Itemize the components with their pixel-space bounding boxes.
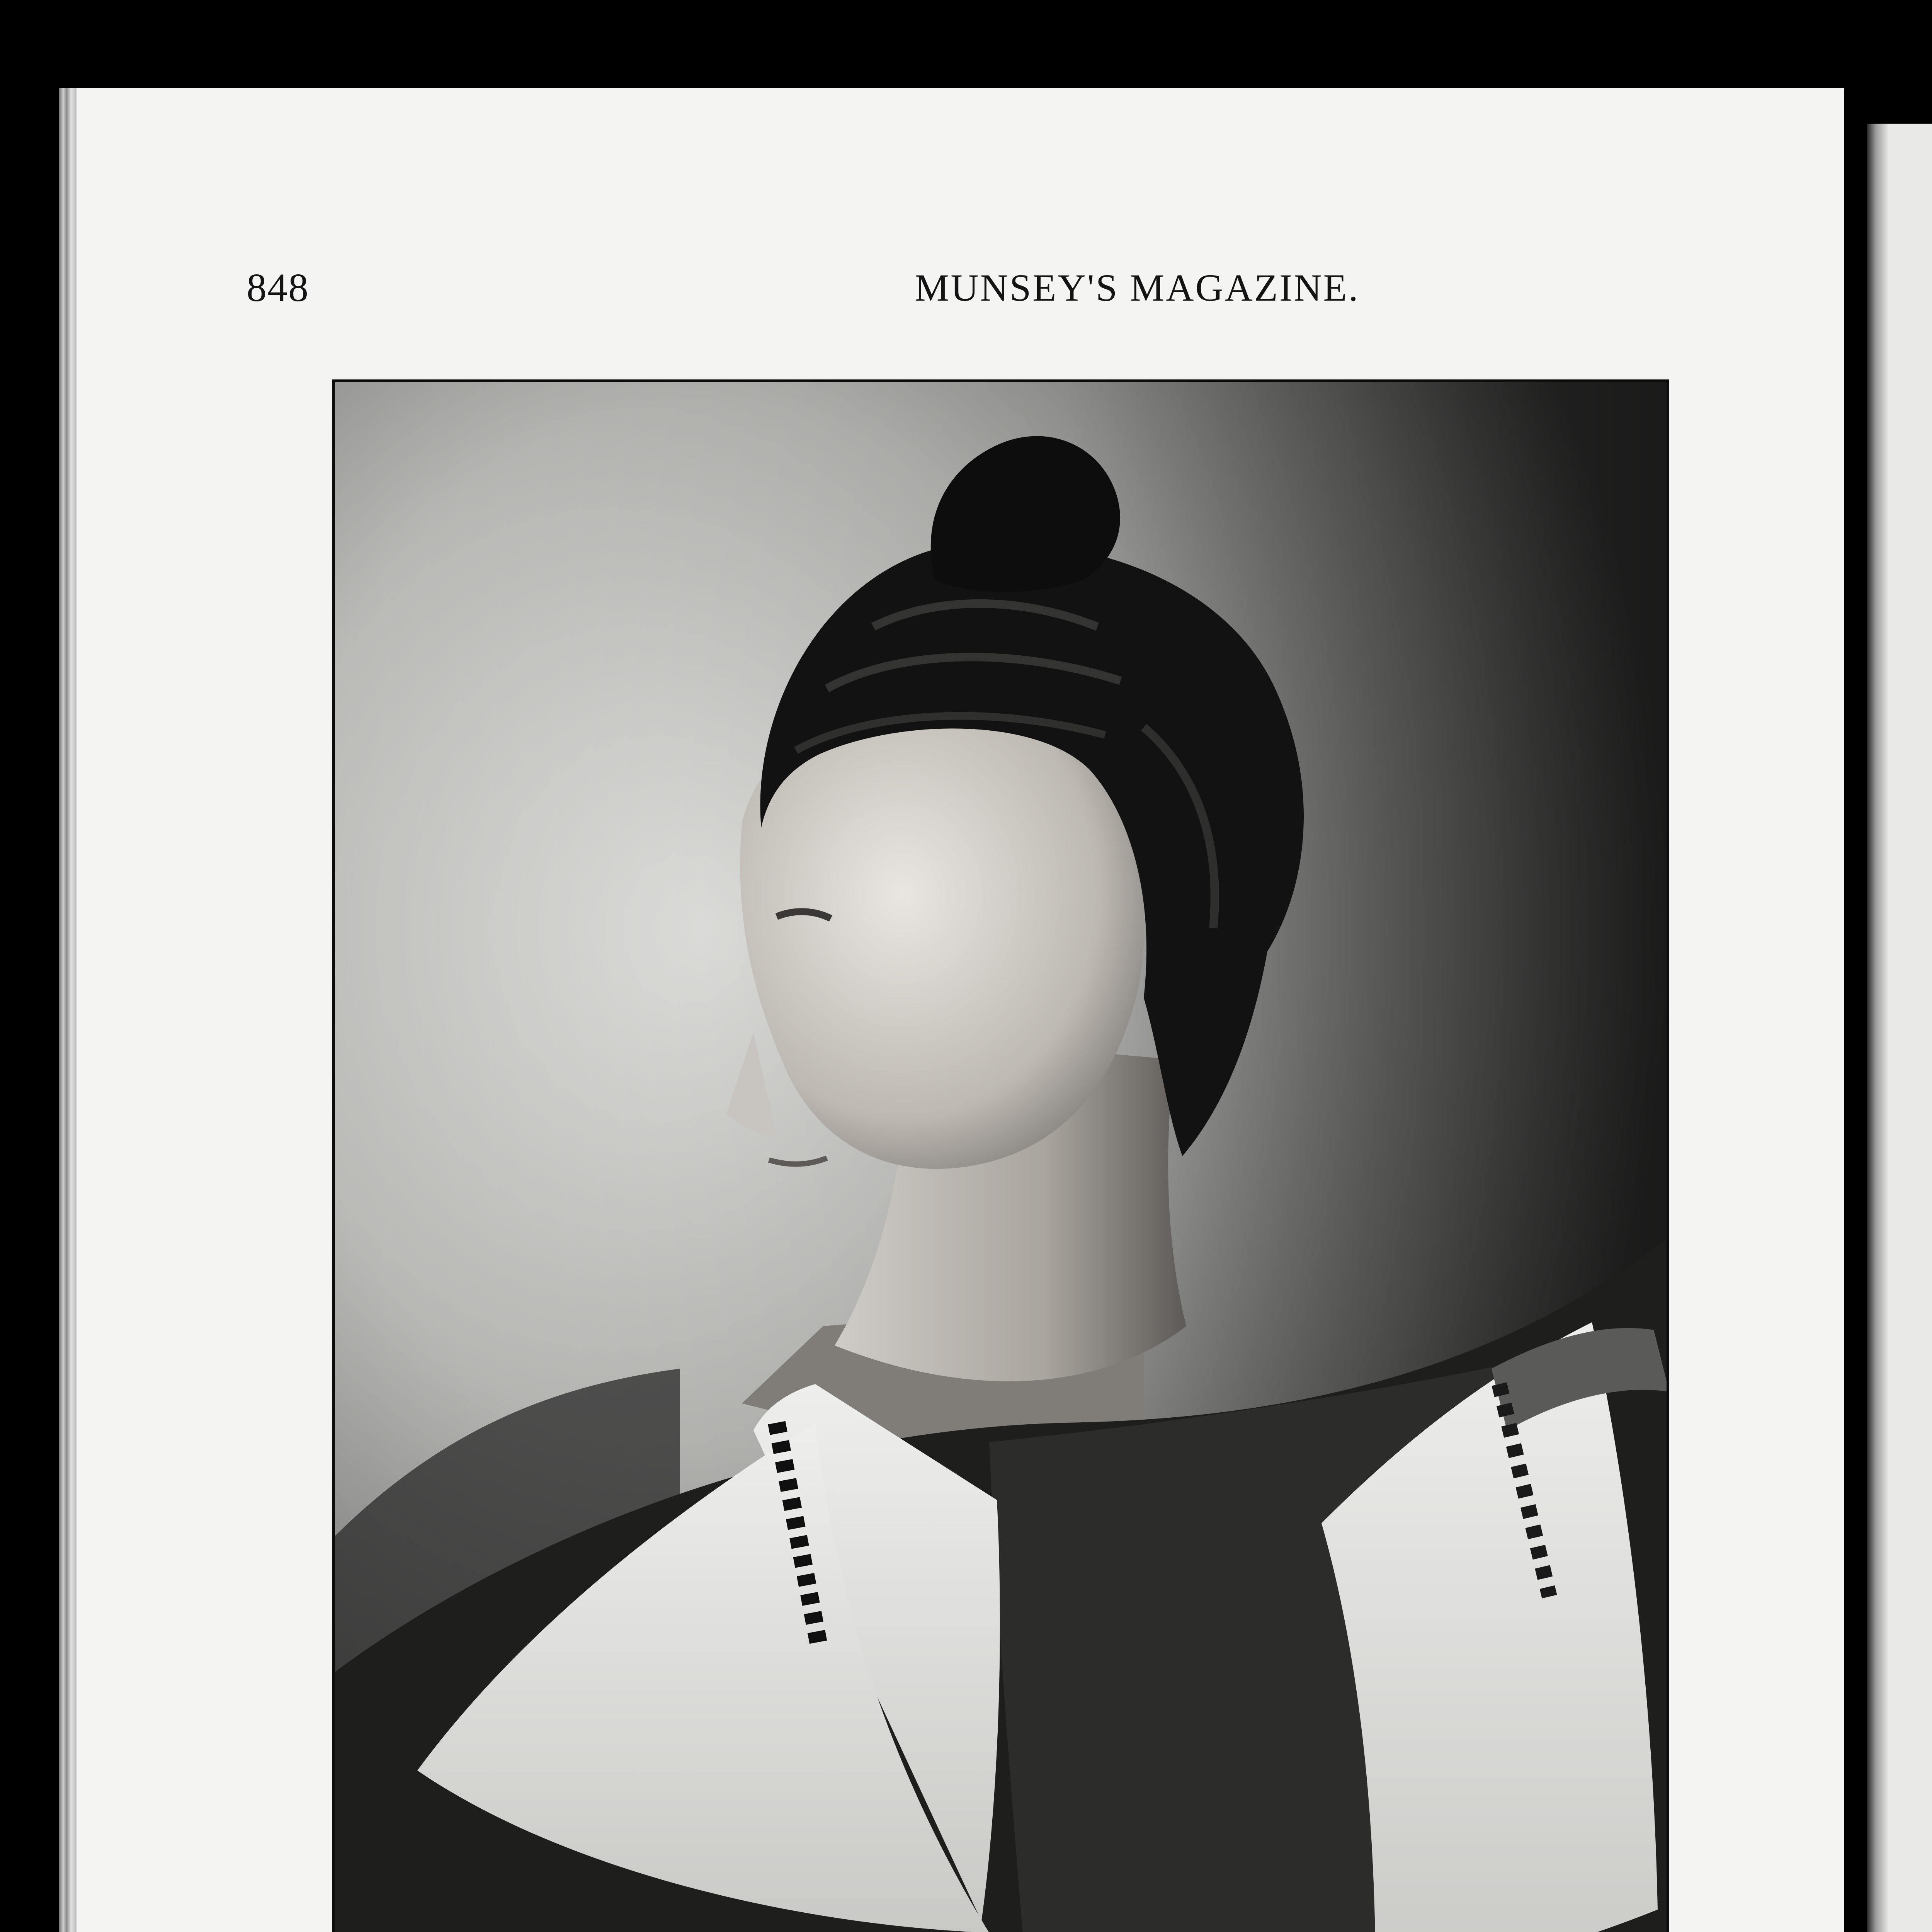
magazine-title: MUNSEY'S MAGAZINE. [915,266,1360,309]
facing-page-shadow [1867,124,1889,1932]
page-number: 848 [247,265,309,310]
portrait-photograph [332,379,1669,1932]
portrait-illustration [332,379,1669,1932]
page-edge-stack [59,88,77,1932]
book-gutter [1844,0,1867,1932]
running-head [247,267,1707,309]
